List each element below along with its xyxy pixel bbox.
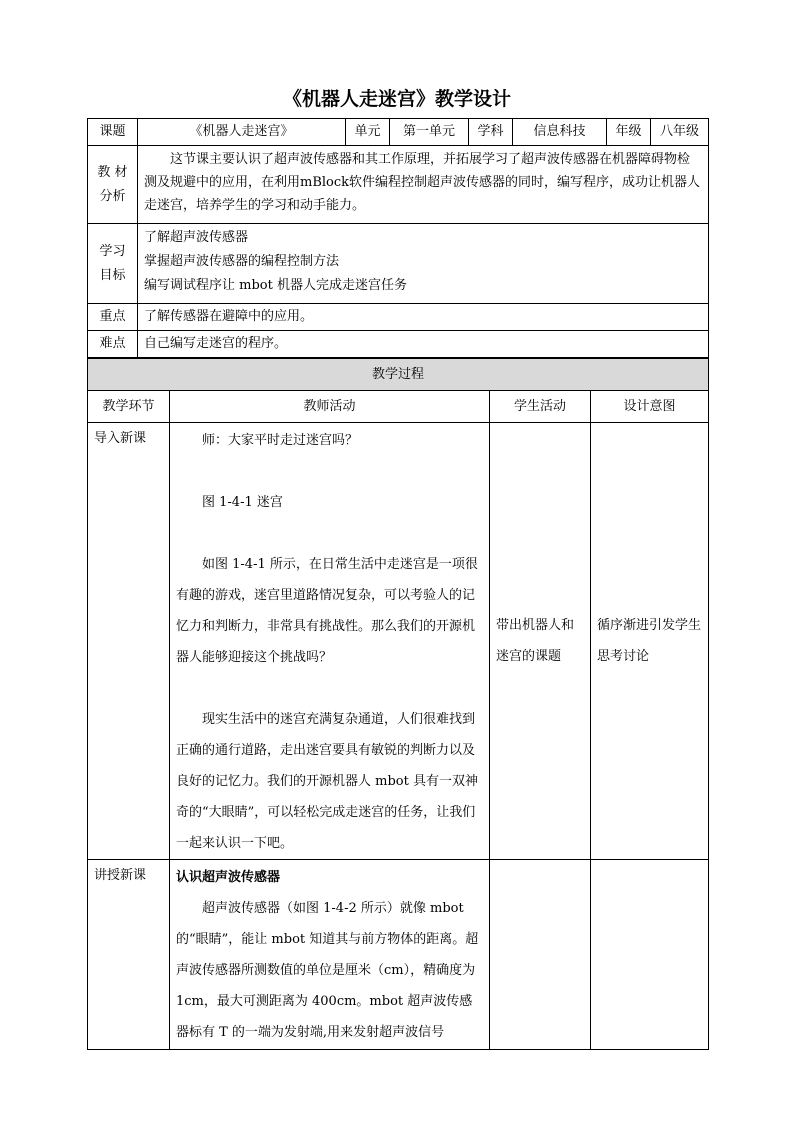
grade-label: 年级 [607, 119, 651, 146]
section-heading: 认识超声波传感器 [176, 870, 281, 885]
page-title: 《机器人走迷宫》教学设计 [282, 88, 511, 110]
design-intent-cell [591, 860, 709, 1050]
goal-item: 编写调试程序让 mbot 机器人完成走迷宫任务 [144, 278, 407, 293]
goal-item: 掌握超声波传感器的编程控制方法 [144, 254, 340, 269]
stage-cell: 讲授新课 [88, 860, 170, 1050]
figure-caption: 图 1-4-1 迷宫 [202, 495, 283, 510]
difficult-label: 难点 [88, 331, 138, 358]
table-row [88, 860, 709, 1050]
difficult-text: 自己编写走迷宫的程序。 [138, 331, 709, 358]
design-intent-text: 循序渐进引发学生思考讨论 [597, 618, 702, 664]
subject-value: 信息科技 [513, 119, 607, 146]
column-header-student: 学生活动 [490, 391, 591, 423]
teacher-paragraph: 如图 1-4-1 所示，在日常生活中走迷宫是一项很有趣的游戏，迷宫里道路情况复杂，可以考验人的记忆力和判断力，非常具有挑战性。那么我们的开源机器人能够迎接这个挑战吗？ [176, 557, 478, 665]
goal-item: 了解超声波传感器 [144, 230, 249, 245]
column-header-stage: 教学环节 [88, 391, 170, 423]
goals-label-line2: 目标 [99, 267, 126, 283]
design-intent-cell [591, 423, 709, 860]
topic-label: 课题 [88, 119, 138, 146]
analysis-text: 这节课主要认识了超声波传感器和其工作原理，并拓展学习了超声波传感器在机器障碍物检测及规避中的应用，在利用mBlock软件编程控制超声波传感器的同时，编写程序，成功让机器人走迷宫，培养学生的学习和动手能力。 [144, 152, 701, 213]
subject-label: 学科 [469, 119, 513, 146]
teacher-paragraph: 现实生活中的迷宫充满复杂通道，人们很难找到正确的通行道路，走出迷宫要具有敏锐的判断力以及良好的记忆力。我们的开源机器人 mbot 具有一双神奇的“大眼睛”，可以轻松完成走迷宫的任务，让我们一起来认识一下吧。 [176, 712, 478, 851]
goals-label [88, 224, 138, 304]
unit-label: 单元 [346, 119, 390, 146]
process-header: 教学过程 [88, 359, 709, 391]
teacher-activity-cell [170, 860, 490, 1050]
course-info-table [87, 118, 709, 358]
goals-label-line1: 学习 [99, 243, 126, 259]
student-activity-cell [490, 423, 591, 860]
teacher-activity-cell [170, 423, 490, 860]
analysis-label [88, 146, 138, 224]
grade-value: 八年级 [651, 119, 709, 146]
key-label: 重点 [88, 304, 138, 331]
teacher-paragraph: 师：大家平时走过迷宫吗？ [202, 433, 359, 448]
analysis-label-line1: 教 材 [97, 164, 128, 180]
student-activity-cell [490, 860, 591, 1050]
table-row [88, 423, 709, 860]
teaching-process-table [87, 358, 709, 1050]
student-activity-text: 带出机器人和迷宫的课题 [496, 618, 575, 664]
stage-cell: 导入新课 [88, 423, 170, 860]
key-text: 了解传感器在避障中的应用。 [138, 304, 709, 331]
topic-value: 《机器人走迷宫》 [138, 119, 346, 146]
column-header-intent: 设计意图 [591, 391, 709, 423]
analysis-label-line2: 分析 [99, 188, 126, 204]
teacher-paragraph: 超声波传感器（如图 1-4-2 所示）就像 mbot 的“眼睛”，能让 mbot 知道其与前方物体的距离。超声波传感器所测数值的单位是厘米（cm），精确度为 1cm，最大可测距离为 400cm。mbot 超声波传感器标有 T 的一端为发射端,用来发射超声波信号 [176, 901, 479, 1040]
unit-value: 第一单元 [390, 119, 469, 146]
analysis-cell [138, 146, 709, 224]
column-header-teacher: 教师活动 [170, 391, 490, 423]
goals-cell [138, 224, 709, 304]
